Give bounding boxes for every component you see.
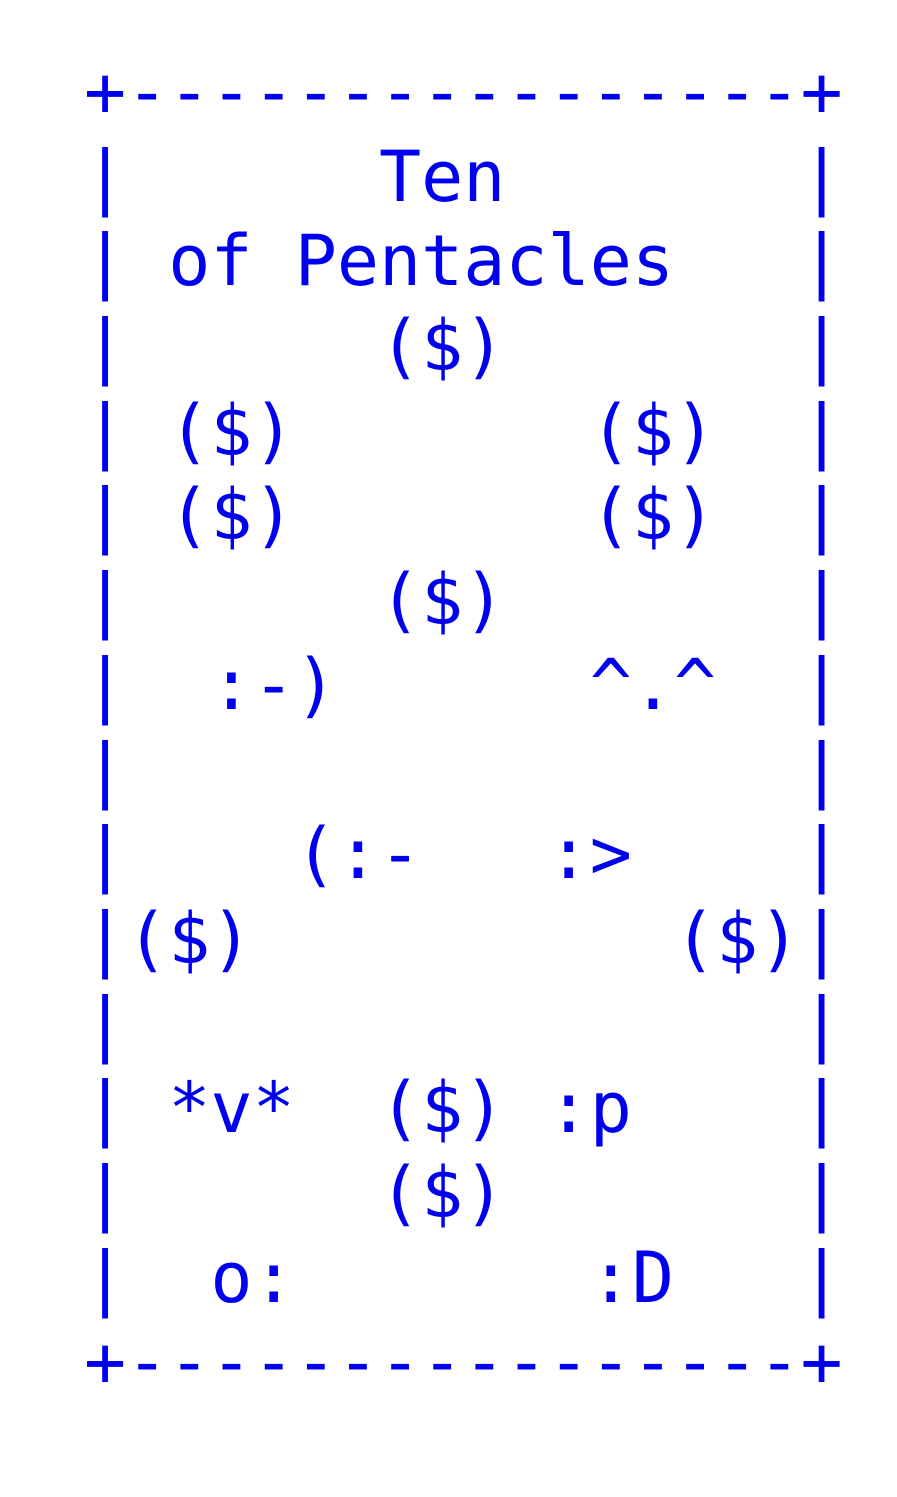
card-title-line-1: | Ten | [84, 135, 843, 218]
card-art-line: | o: :D | [84, 1236, 843, 1319]
card-art-line: | ($) | [84, 1151, 843, 1234]
card-title-line-2: | of Pentacles | [84, 220, 843, 303]
card-art-line: | ($) ($) | [84, 389, 843, 472]
card-art-line: | | [84, 982, 843, 1065]
card-art-line: |($) ($)| [84, 897, 843, 980]
tarot-card-ascii-art [84, 50, 843, 1405]
card-art-line: | *v* ($) :p | [84, 1067, 843, 1150]
card-art-line: | | [84, 728, 843, 811]
card-art-line: | (:- :> | [84, 813, 843, 896]
card-art-line: | ($) ($) | [84, 474, 843, 557]
card-art-line: | ($) | [84, 305, 843, 388]
card-bottom-border: +----------------+ [84, 1321, 843, 1404]
card-top-border: +----------------+ [84, 51, 843, 133]
card-art-line: | :-) ^.^ | [84, 643, 843, 726]
card-art-line: | ($) | [84, 559, 843, 642]
